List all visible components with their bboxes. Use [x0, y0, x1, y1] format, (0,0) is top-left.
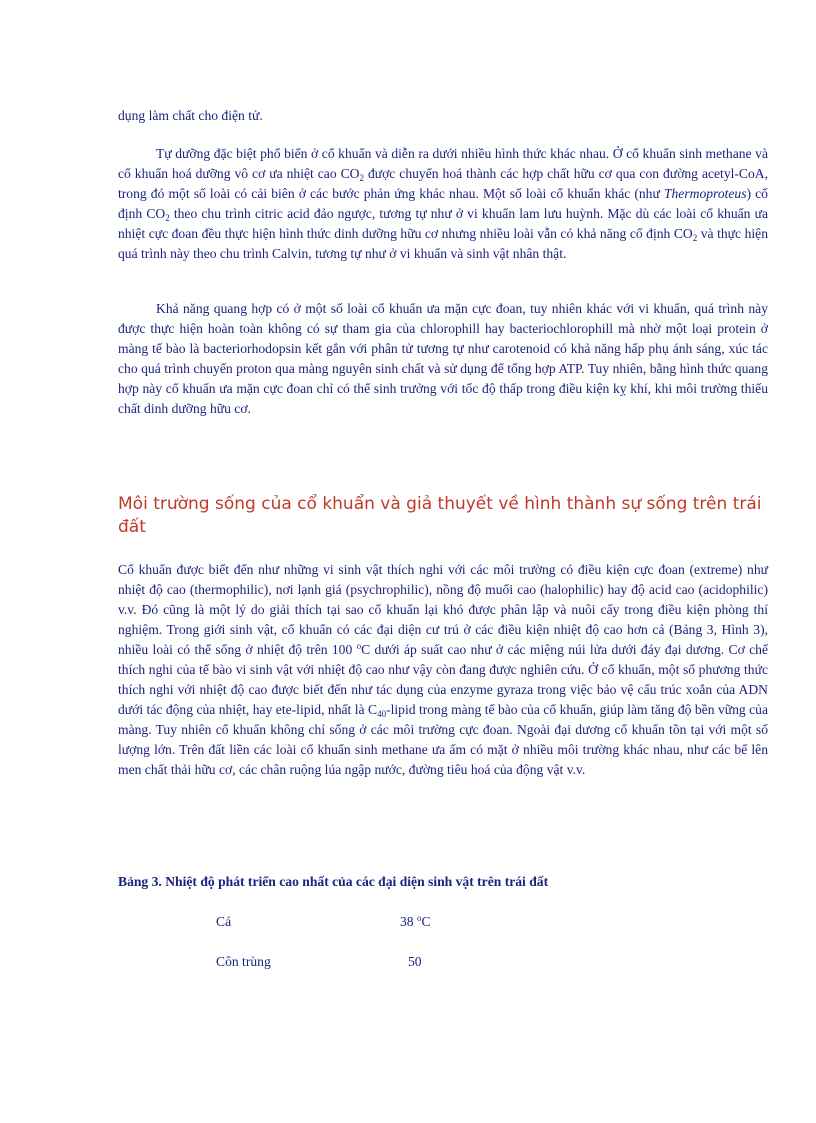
text-run: theo chu trình citric acid đảo ngược, tương tự như ở vi khuẩn lam lưu huỳnh. Mặc dù các loài cổ khuẩn ưa nhiệt cực đoan đều thực hiện hình thức dinh dưỡng hữu cơ nhưng nhiều loài vẫn có khả năng cố định CO: [118, 206, 768, 241]
table-cell-temperature: [400, 912, 431, 932]
paragraph-habitat: [118, 560, 768, 780]
table-cell-organism: Côn trùng: [216, 954, 271, 969]
table-cell-organism: Cá: [216, 914, 232, 929]
table-caption: Bảng 3. Nhiệt độ phát triển cao nhất của các đại diện sinh vật trên trái đất: [118, 874, 549, 889]
temperature-value: 38: [400, 914, 417, 929]
paragraph-photosynthesis: [118, 299, 768, 419]
paragraph-autotrophy: [118, 144, 768, 264]
text-run: được chuyển hoá thành các hợp chất hữu cơ qua con đường acetyl-CoA, trong đó một số loài có cải biên ở các bước phản ứng khác nhau. Một số loài cổ khuẩn khác (như: [118, 166, 768, 201]
temperature-value: 50: [408, 954, 422, 969]
subscript: 2: [359, 173, 364, 183]
superscript: o: [356, 641, 362, 651]
table-row: [216, 912, 616, 932]
table-cell-temperature: [408, 952, 422, 972]
subscript: 2: [165, 213, 170, 223]
paragraph-text: Khả năng quang hợp có ở một số loài cổ khuẩn ưa mặn cực đoan, tuy nhiên khác với vi khuẩn, quá trình này được thực hiện hoàn toàn không có sự tham gia của chlorophill hay bacteriochlorophill mà nhờ một loại protein ở màng tế bào là bacteriorhodopsin kết gắn với phân tử tương tự như carotenoid có khả năng hấp phụ ánh sáng, xúc tác cho quá trình chuyển proton qua màng nguyên sinh chất và sử dụng để tổng hợp ATP. Tuy nhiên, bằng hình thức quang hợp này cổ khuẩn ưa mặn cực đoan chỉ có thể sinh trưởng với tốc độ thấp trong điều kiện kỵ khí, khi môi trường thiếu chất dinh dưỡng hữu cơ.: [118, 301, 768, 416]
subscript: 2: [692, 233, 698, 243]
superscript: o: [417, 913, 422, 923]
section-heading: Môi trường sống của cổ khuẩn và giả thuyết về hình thành sự sống trên trái đất: [118, 494, 762, 537]
table-row: [216, 952, 616, 972]
species-name: Thermoproteus: [663, 186, 747, 201]
paragraph-text: dụng làm chất cho điện tử.: [118, 108, 263, 123]
text-run: C dưới áp suất cao như ở các miệng núi lửa dưới đáy đại dương. Cơ chế thích nghi của tế bào vi sinh vật với nhiệt độ cao như vậy còn đang được nghiên cứu. Ở cổ khuẩn, một số phương thức thích nghi với nhiệt độ cao được biết đến như tác dụng của enzyme gyraza trong việc bảo vệ cấu trúc xoắn của ADN dưới tác động của nhiệt, hay ete-lipid, nhất là C: [118, 642, 768, 717]
text-run: Tự dưỡng đặc biệt phổ biến ở cổ khuẩn và diễn ra dưới nhiều hình thức khác nhau. Ở cổ khuẩn sinh methane và cổ khuẩn hoá dưỡng vô cơ ưa nhiệt cao CO: [118, 146, 768, 181]
text-run: -lipid trong màng tế bào của cổ khuẩn, giúp làm tăng độ bền vững của màng. Tuy nhiên cổ khuẩn không chỉ sống ở các môi trường cực đoan. Ngoài đại dương cổ khuẩn tồn tại với một số lượng lớn. Trên đất liền các loài cổ khuẩn sinh methane ưa ấm có mặt ở nhiều môi trường khác nhau, như các bể lên men chất thải hữu cơ, các chân ruộng lúa ngập nước, đường tiêu hoá của động vật v.v.: [118, 702, 768, 777]
text-run: ) cố định CO: [118, 186, 768, 221]
paragraph-continuation: [118, 106, 768, 126]
text-run: và thực hiện quá trình này theo chu trình Calvin, tương tự như ở vi khuẩn và sinh vật nhân thật.: [118, 226, 768, 261]
text-run: Cổ khuẩn được biết đến như những vi sinh vật thích nghi với các môi trường có điều kiện cực đoan (extreme) như nhiệt độ cao (thermophilic), nơi lạnh giá (psychrophilic), nồng độ muối cao (halophilic) hay độ acid cao (acidophilic) v.v. Đó cũng là một lý do giải thích tại sao cổ khuẩn lại khó được phân lập và nuôi cấy trong điều kiện phòng thí nghiệm. Trong giới sinh vật, cổ khuẩn có các đại diện cư trú ở các điều kiện nhiệt độ cao hơn cả (Bảng 3, Hình 3), nhiều loài có thể sống ở nhiệt độ trên 100: [118, 562, 768, 657]
temperature-unit: C: [421, 914, 431, 929]
subscript: 40: [377, 709, 387, 719]
